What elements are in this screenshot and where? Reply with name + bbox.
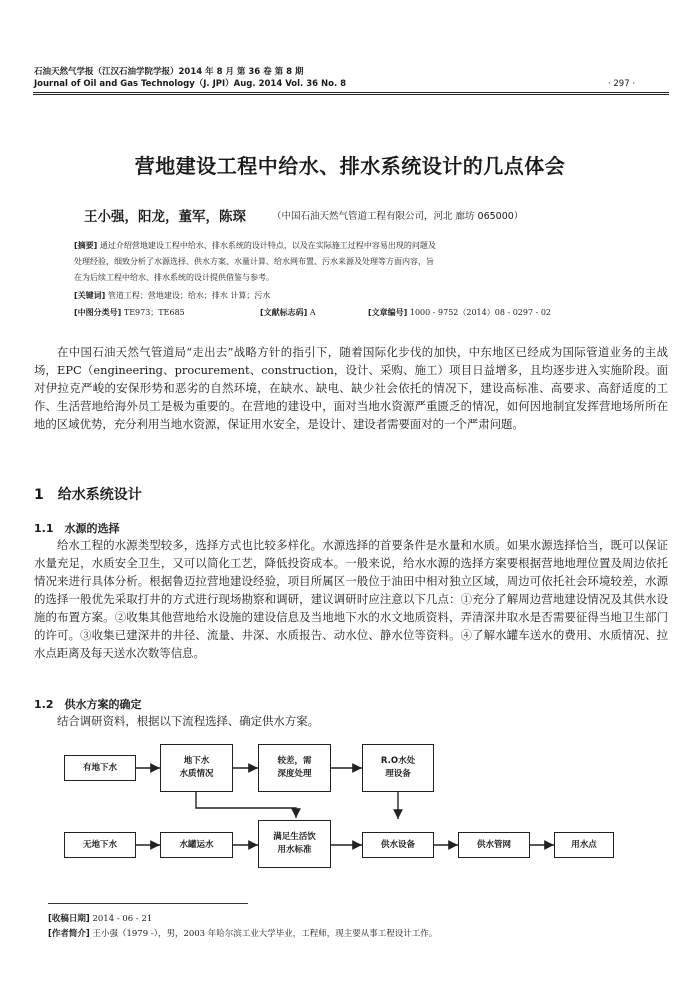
- page-number: · 297 ·: [608, 79, 636, 89]
- abstract-line-1: [摘要] 通过介绍营地建设工程中给水、排水系统的设计特点，以及在实际施工过程中容易出现的问题及: [74, 241, 436, 250]
- arrow-quality-to-meets: [196, 792, 296, 818]
- abstract-line-3: 在为后续工程中给水、排水系统的设计提供借鉴与参考。: [74, 273, 274, 282]
- flow-poor-deep-treatment: 较差，需 深度处理: [258, 744, 331, 792]
- water-source-paragraph: 给水工程的水源类型较多，选择方式也比较多样化。水源选择的首要条件是水量和水质。如果水源选择恰当，既可以保证水量充足，水质安全卫生，又可以简化工艺，降低投资成本。一般来说，给水水源的选择方案要根据营地地理位置及周边依托情况来进行具体分析。根据鲁迈拉营地建设经验，项目所属区一般位于油田中相对独立区域，周边可依托社会环境较差，水源的选择一般优先采取打井的方式进行现场勘察和调研，建议调研时应注意以下几点：①充分了解周边营地建设情况及其供水设施的布置方案。②收集其他营地给水设施的建设信息及当地地下水的水文地质资料，弄清深井取水是否需要征得当地卫生部门的许可。③收集已建深井的井径、流量、井深、水质报告、动水位、静水位等资料。④了解水罐车送水的费用、水质情况、拉水点距离及每天送水次数等信息。: [34, 538, 668, 660]
- affiliation: （中国石油天然气管道工程有限公司，河北 廊坊 065000）: [272, 211, 524, 222]
- received-date: [收稿日期] 2014 - 06 - 21: [48, 914, 153, 924]
- flow-no-groundwater: 无地下水: [64, 832, 136, 858]
- subsection-1-1: 1.1 水源的选择: [34, 522, 120, 535]
- abstract-line-2: 处理经验，细致分析了水源选择、供水方案、水量计算、给水网布置、污水来源及处理等方面内容，旨: [74, 257, 434, 266]
- author-bio: [作者简介] 王小强（1979 -），男，2003 年哈尔滨工业大学毕业，工程师，现主要从事工程设计工作。: [48, 929, 438, 939]
- document-code: [文献标志码] A: [260, 308, 316, 317]
- flow-groundwater-quality: 地下水 水质情况: [160, 744, 233, 792]
- footnote-rule: [48, 903, 248, 904]
- journal-title-en: Journal of Oil and Gas Technology（J. JPI）Aug. 2014 Vol. 36 No. 8: [34, 79, 347, 89]
- keywords: [关键词] 管道工程；营地建设；给水；排水 计算；污水: [74, 291, 271, 300]
- flow-has-groundwater: 有地下水: [64, 755, 136, 781]
- supply-plan-paragraph: 结合调研资料，根据以下流程选择、确定供水方案。: [57, 714, 319, 728]
- section-heading-1: 1 给水系统设计: [34, 487, 142, 503]
- flow-use-point: 用水点: [554, 832, 614, 858]
- paper-title: 营地建设工程中给水、排水系统设计的几点体会: [134, 154, 566, 178]
- author-list: 王小强，阳龙，董军，陈琛: [84, 209, 246, 225]
- flow-tanker-transport: 水罐运水: [160, 832, 233, 858]
- flow-supply-pipe-network: 供水管网: [458, 832, 530, 858]
- flow-meets-standard: 满足生活饮 用水标准: [258, 820, 331, 868]
- intro-paragraph: 在中国石油天然气管道局“走出去”战略方针的指引下，随着国际化步伐的加快，中东地区已经成为国际管道业务的主战场，EPC（engineering、procurement、construction，设计、采购、施工）项目日益增多，且均逐步进入实施阶段。面对伊拉克严峻的安保形势和恶劣的自然环境，在缺水、缺电、缺少社会依托的情况下，建设高标准、高要求、高舒适度的工作、生活营地给海外员工是极为重要的。在营地的建设中，面对当地水资源严重匮乏的情况，如何因地制宜发挥营地场所所在地的区域优势，充分利用当地水资源，保证用水安全，是设计、建设者需要面对的一个严肃问题。: [34, 345, 668, 431]
- classification-number: [中图分类号] TE973；TE685: [74, 308, 185, 317]
- flow-supply-equipment: 供水设备: [362, 832, 434, 858]
- journal-title-cn: 石油天然气学报（江汉石油学院学报）2014 年 8 月 第 36 卷 第 8 期: [34, 67, 304, 77]
- subsection-1-2: 1.2 供水方案的确定: [34, 698, 142, 711]
- flow-ro-equipment: R.O水处 理设备: [362, 744, 434, 792]
- article-number: [文章编号] 1000 - 9752（2014）08 - 0297 - 02: [368, 308, 552, 317]
